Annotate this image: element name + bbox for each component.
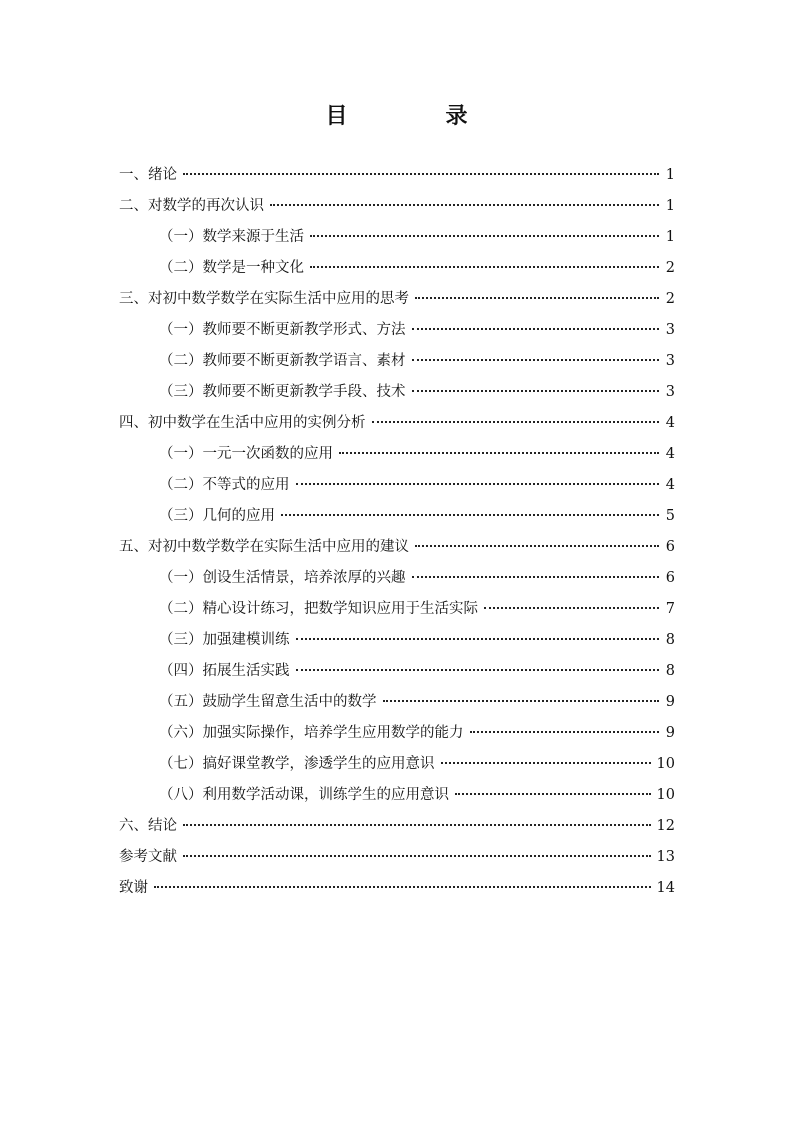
toc-entry-label: 五、对初中数学数学在实际生活中应用的建议 bbox=[119, 539, 409, 555]
toc-entry[interactable] bbox=[119, 749, 675, 780]
toc-entry-label: （五）鼓励学生留意生活中的数学 bbox=[159, 694, 377, 710]
toc-entry-page-number: 6 bbox=[665, 570, 675, 586]
toc-leader-dots bbox=[372, 421, 660, 423]
toc-entry[interactable] bbox=[119, 563, 675, 594]
toc-entry-page-number: 13 bbox=[656, 849, 675, 865]
toc-entry-page-number: 9 bbox=[665, 694, 675, 710]
toc-entry-page-number: 1 bbox=[665, 167, 675, 183]
toc-leader-dots bbox=[383, 700, 660, 702]
toc-entry[interactable] bbox=[119, 718, 675, 749]
toc-entry-page-number: 6 bbox=[665, 539, 675, 555]
toc-entry[interactable] bbox=[119, 408, 675, 439]
toc-entry[interactable] bbox=[119, 656, 675, 687]
toc-entry-page-number: 8 bbox=[665, 632, 675, 648]
toc-entry-label: （一）教师要不断更新教学形式、方法 bbox=[159, 322, 406, 338]
toc-entry-label: （八）利用数学活动课，训练学生的应用意识 bbox=[159, 787, 449, 803]
toc-leader-dots bbox=[183, 855, 651, 857]
toc-leader-dots bbox=[412, 328, 660, 330]
toc-entry-page-number: 12 bbox=[656, 818, 675, 834]
toc-entry-label: 一、绪论 bbox=[119, 167, 177, 183]
toc-leader-dots bbox=[296, 483, 660, 485]
toc-entry-page-number: 14 bbox=[656, 880, 675, 896]
toc-leader-dots bbox=[441, 762, 651, 764]
toc-leader-dots bbox=[310, 266, 659, 268]
toc-entry[interactable] bbox=[119, 811, 675, 842]
toc-entry[interactable] bbox=[119, 439, 675, 470]
toc-entry-label: 三、对初中数学数学在实际生活中应用的思考 bbox=[119, 291, 409, 307]
toc-entry-label: （三）几何的应用 bbox=[159, 508, 275, 524]
toc-entry-page-number: 1 bbox=[665, 198, 675, 214]
toc-entry-page-number: 4 bbox=[665, 477, 675, 493]
toc-entry-page-number: 9 bbox=[665, 725, 675, 741]
toc-entry-label: （三）教师要不断更新教学手段、技术 bbox=[159, 384, 406, 400]
toc-entry-label: （三）加强建模训练 bbox=[159, 632, 290, 648]
toc-entry[interactable] bbox=[119, 470, 675, 501]
toc-leader-dots bbox=[415, 545, 659, 547]
toc-leader-dots bbox=[270, 204, 659, 206]
toc-entry-label: （二）不等式的应用 bbox=[159, 477, 290, 493]
toc-entry-label: 致谢 bbox=[119, 880, 148, 896]
toc-leader-dots bbox=[412, 576, 660, 578]
toc-entry-page-number: 8 bbox=[665, 663, 675, 679]
toc-entry[interactable] bbox=[119, 315, 675, 346]
toc-entry-page-number: 3 bbox=[665, 322, 675, 338]
toc-leader-dots bbox=[470, 731, 660, 733]
toc-entry-label: （二）精心设计练习，把数学知识应用于生活实际 bbox=[159, 601, 478, 617]
toc-entry-label: 六、结论 bbox=[119, 818, 177, 834]
toc-leader-dots bbox=[183, 824, 651, 826]
toc-entry[interactable] bbox=[119, 284, 675, 315]
toc-entry-label: （一）数学来源于生活 bbox=[159, 229, 304, 245]
toc-entry-page-number: 7 bbox=[665, 601, 675, 617]
toc-leader-dots bbox=[154, 886, 651, 888]
toc-entry[interactable] bbox=[119, 532, 675, 563]
toc-entry-page-number: 1 bbox=[665, 229, 675, 245]
toc-entry-label: 四、初中数学在生活中应用的实例分析 bbox=[119, 415, 366, 431]
toc-entry-page-number: 3 bbox=[665, 384, 675, 400]
toc-entry-label: （一）创设生活情景，培养浓厚的兴趣 bbox=[159, 570, 406, 586]
toc-entry[interactable] bbox=[119, 594, 675, 625]
toc-leader-dots bbox=[296, 638, 660, 640]
toc-entry-page-number: 3 bbox=[665, 353, 675, 369]
toc-leader-dots bbox=[183, 173, 659, 175]
toc-entry-page-number: 10 bbox=[656, 787, 675, 803]
toc-entry[interactable] bbox=[119, 160, 675, 191]
toc-entry[interactable] bbox=[119, 346, 675, 377]
toc-entry-page-number: 4 bbox=[665, 446, 675, 462]
toc-leader-dots bbox=[339, 452, 659, 454]
toc-entry-label: （一）一元一次函数的应用 bbox=[159, 446, 333, 462]
toc-entry[interactable] bbox=[119, 687, 675, 718]
toc-entry[interactable] bbox=[119, 501, 675, 532]
toc-title: 目 录 bbox=[325, 104, 506, 129]
toc-leader-dots bbox=[412, 359, 660, 361]
toc-entry-page-number: 4 bbox=[665, 415, 675, 431]
toc-leader-dots bbox=[455, 793, 651, 795]
toc-entry[interactable] bbox=[119, 780, 675, 811]
toc-entry-label: （四）拓展生活实践 bbox=[159, 663, 290, 679]
toc-entry[interactable] bbox=[119, 842, 675, 873]
toc-entry-page-number: 2 bbox=[665, 260, 675, 276]
toc-entry-label: （二）数学是一种文化 bbox=[159, 260, 304, 276]
toc-entry-label: 二、对数学的再次认识 bbox=[119, 198, 264, 214]
toc-entry-page-number: 5 bbox=[665, 508, 675, 524]
toc-entry[interactable] bbox=[119, 625, 675, 656]
toc-entry-label: 参考文献 bbox=[119, 849, 177, 865]
toc-leader-dots bbox=[281, 514, 659, 516]
toc-leader-dots bbox=[310, 235, 659, 237]
toc-entry-page-number: 10 bbox=[656, 756, 675, 772]
toc-entry-label: （二）教师要不断更新教学语言、素材 bbox=[159, 353, 406, 369]
toc-entry[interactable] bbox=[119, 253, 675, 284]
toc-leader-dots bbox=[296, 669, 660, 671]
toc-leader-dots bbox=[415, 297, 659, 299]
toc-list bbox=[119, 160, 675, 904]
toc-entry-page-number: 2 bbox=[665, 291, 675, 307]
toc-entry[interactable] bbox=[119, 873, 675, 904]
toc-entry[interactable] bbox=[119, 377, 675, 408]
toc-leader-dots bbox=[484, 607, 659, 609]
toc-entry-label: （六）加强实际操作，培养学生应用数学的能力 bbox=[159, 725, 464, 741]
toc-entry-label: （七）搞好课堂教学，渗透学生的应用意识 bbox=[159, 756, 435, 772]
toc-entry[interactable] bbox=[119, 191, 675, 222]
toc-leader-dots bbox=[412, 390, 660, 392]
toc-entry[interactable] bbox=[119, 222, 675, 253]
